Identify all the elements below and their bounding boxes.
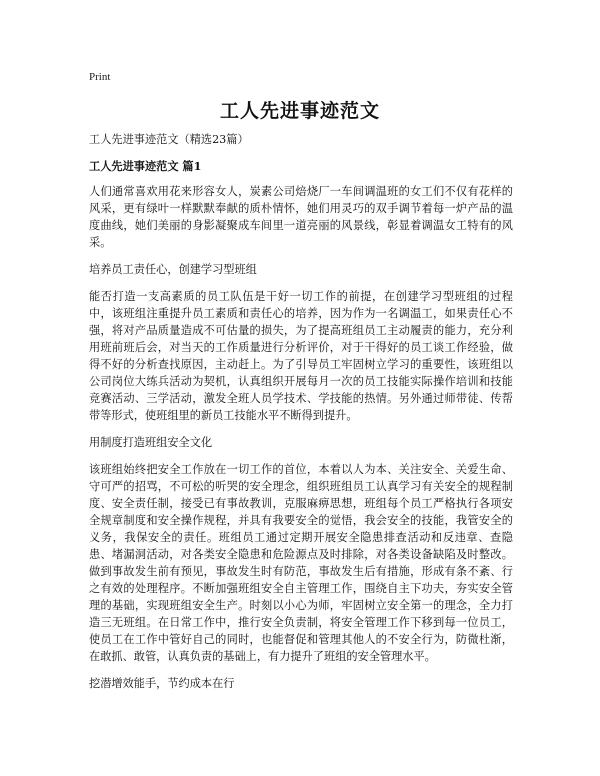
paragraph-safety: 该班组始终把安全工作放在一切工作的首位，本着以人为本、关注安全、关爱生命、守可严的招骂，不可松的听哭的安全理念，组织班组员工认真学习有关安全的规程制度、安全责任制，接受已有事故教训，克服麻痹思想，班组每个员工严格执行各项安全规章制度和安全操作规程，并具有我要安全的觉悟，我会安全的技能，我管安全的义务，我保安全的责任。班组员工通过定期开展安全隐患排查活动和反违章、查隐患、堵漏洞活动，对各类安全隐患和危险源点及时排除，对各类设备缺陷及时整改。做到事故发生前有预见，事故发生时有防范，事故发生后有措施，形成有条不紊、行之有效的处理程序。不断加强班组安全自主管理工作，围绕自主下功夫，夯实安全管理的基础，实现班组安全生产。时刻以小心为师，牢固树立安全第一的理念，全力打造三无班组。在日常工作中，推行安全负责制，将安全管理工作下移到每一位员工，使员工在工作中管好自己的同时，也能督促和管理其他人的不安全行为，防微杜渐，在敢抓、敢管，认真负责的基础上，有力提升了班组的安全管理水平。 [89,463,513,663]
paragraph-team-building: 能否打造一支高素质的员工队伍是干好一切工作的前提，在创建学习型班组的过程中，该班组注重提升员工素质和责任心的培养，因为作为一名调温工，如果责任心不强，将对产品质量造成不可估量的损失，为了提高班组员工主动履责的能力，充分利用班前班后会，对当天的工作质量进行分析评价，对于干得好的员工谈工作经验，做得不好的分析查找原因，主动赶上。为了引导员工牢固树立学习的重要性，该班组以公司岗位大练兵活动为契机，认真组织开展每月一次的员工技能实际操作培训和技能竞赛活动、三学活动，激发全班人员学技术、学技能的热情。另外通过师带徒、传帮带等形式，使班组里的新员工技能水平不断得到提升。 [89,290,513,422]
document-subtitle: 工人先进事迹范文（精选23篇） [89,133,249,146]
subheading-safety-culture: 用制度打造班组安全文化 [89,436,213,449]
document-body [89,131,513,702]
section-heading: 工人先进事迹范文 篇1 [89,159,202,173]
subheading-cost-saving: 挖潜增效能手，节约成本在行 [89,677,235,690]
document-title: 工人先进事迹范文 [219,100,380,122]
paragraph-intro: 人们通常喜欢用花来形容女人，炭素公司焙烧厂一车间调温班的女工们不仅有花样的风采，更有绿叶一样默默奉献的质朴情怀，她们用灵巧的双手调节着每一炉产品的温度曲线，她们美丽的身影凝聚成车间里一道亮丽的风景线，彰显着调温女工特有的风采。 [89,185,513,249]
subheading-responsibility: 培养员工责任心，创建学习型班组 [89,263,257,276]
print-label[interactable]: Print [89,71,111,83]
